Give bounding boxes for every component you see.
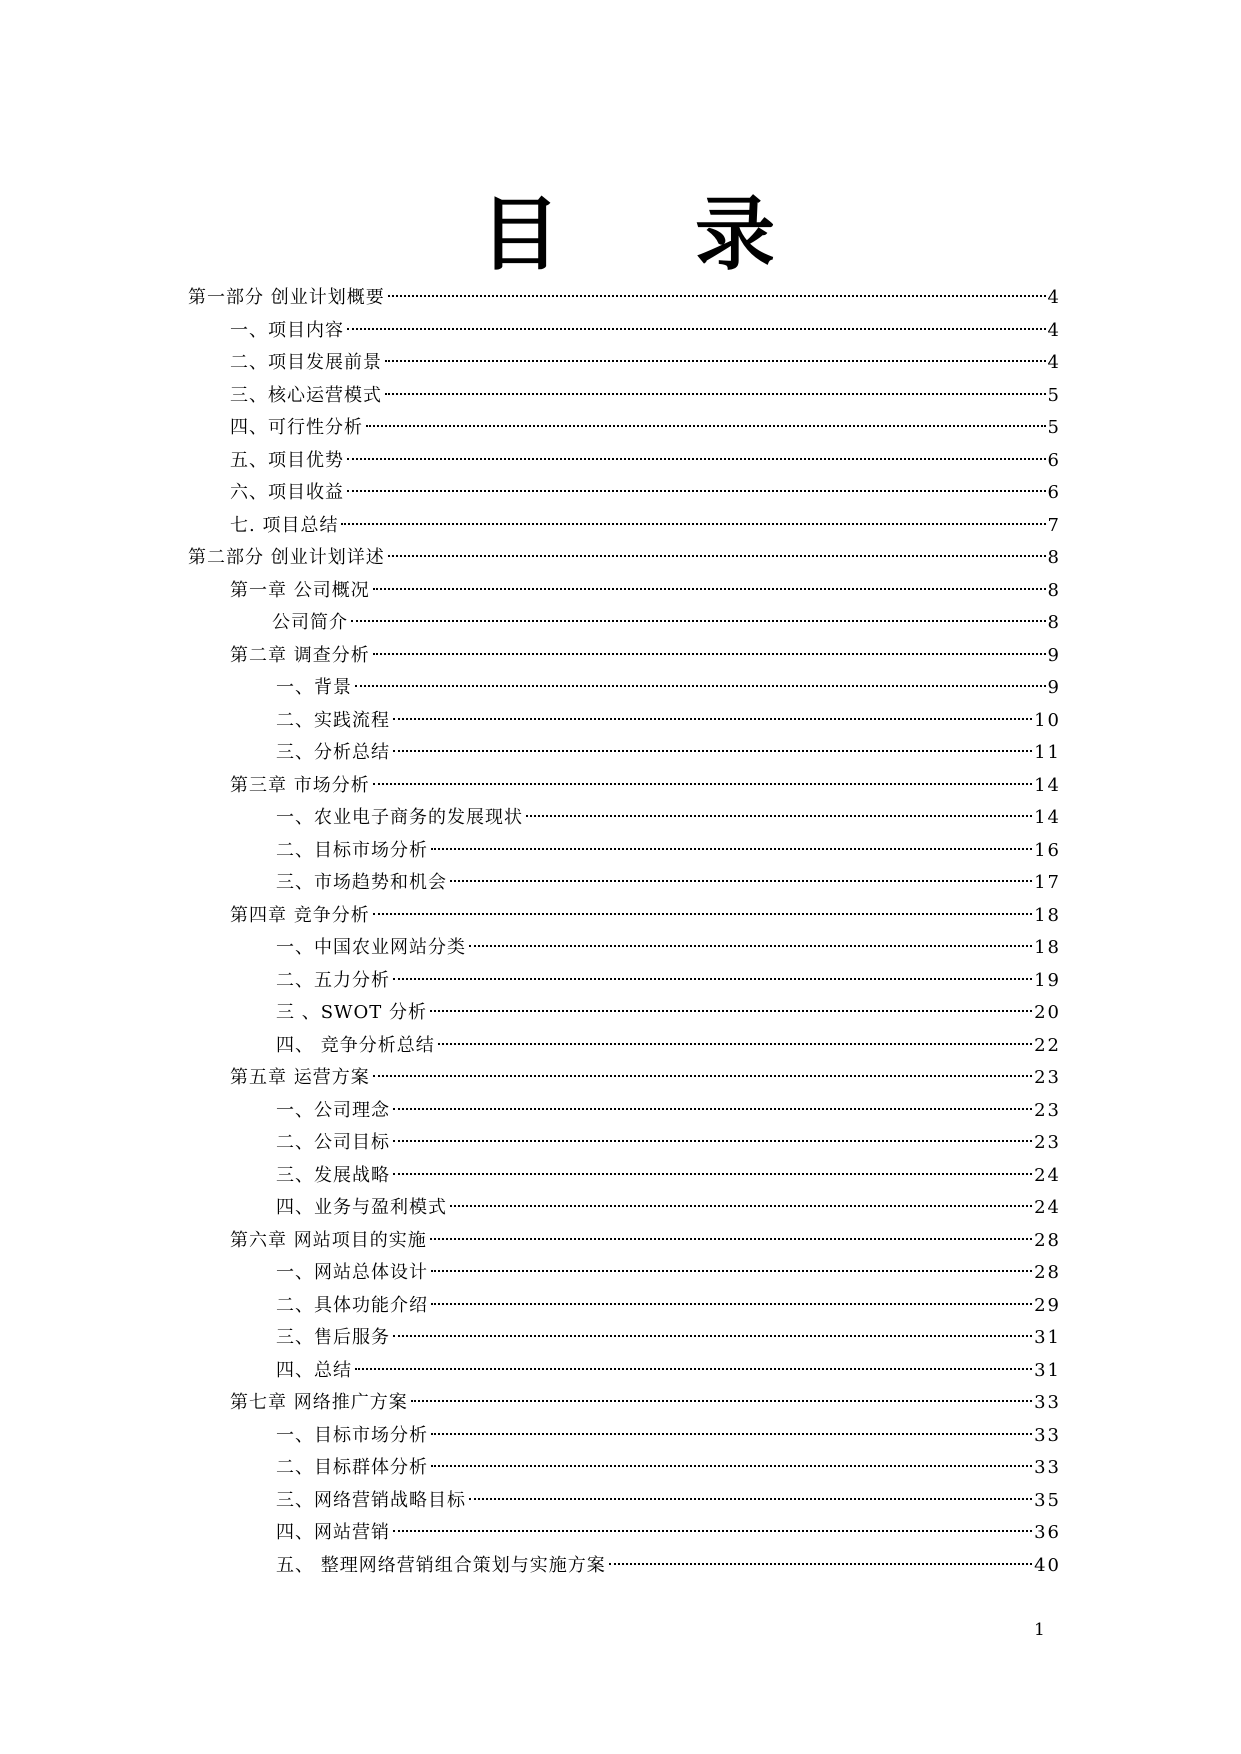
dot-leader xyxy=(373,911,1032,915)
dot-leader xyxy=(469,943,1032,947)
toc-entry-label: 第一部分 创业计划概要 xyxy=(188,287,385,308)
toc-entry-page-number: 14 xyxy=(1034,774,1061,796)
toc-entry-label: 四、网站营销 xyxy=(276,1522,390,1543)
dot-leader xyxy=(450,1203,1032,1207)
toc-entry[interactable] xyxy=(188,1257,1061,1290)
dot-leader xyxy=(385,358,1046,362)
toc-entry-page-number: 9 xyxy=(1047,644,1061,666)
dot-leader xyxy=(347,326,1046,330)
toc-entry[interactable] xyxy=(188,1095,1061,1128)
toc-entry-page-number: 5 xyxy=(1047,384,1061,406)
toc-entry-page-number: 8 xyxy=(1047,547,1061,568)
dot-leader xyxy=(393,1106,1032,1110)
toc-entry-page-number: 8 xyxy=(1047,612,1061,633)
toc-entry-label: 第七章 网络推广方案 xyxy=(230,1392,408,1413)
toc-entry-page-number: 19 xyxy=(1034,969,1061,991)
dot-leader xyxy=(450,878,1032,882)
toc-entry[interactable] xyxy=(188,380,1061,413)
dot-leader xyxy=(469,1496,1032,1500)
toc-entry[interactable] xyxy=(188,932,1061,965)
toc-entry[interactable] xyxy=(188,1452,1061,1485)
dot-leader xyxy=(438,1041,1032,1045)
dot-leader xyxy=(430,1008,1032,1012)
toc-entry[interactable] xyxy=(188,867,1061,900)
toc-entry[interactable] xyxy=(188,542,1061,575)
toc-entry-page-number: 28 xyxy=(1034,1229,1061,1251)
toc-entry-label: 四、业务与盈利模式 xyxy=(276,1197,447,1218)
toc-entry[interactable] xyxy=(188,607,1061,640)
toc-entry-label: 四、 竞争分析总结 xyxy=(276,1034,435,1056)
dot-leader xyxy=(388,293,1046,297)
toc-entry[interactable] xyxy=(188,1387,1061,1420)
dot-leader xyxy=(430,1236,1032,1240)
title-char-1: 目 xyxy=(480,188,560,281)
toc-entry-label: 五、 整理网络营销组合策划与实施方案 xyxy=(276,1554,606,1576)
toc-entry-label: 二、公司目标 xyxy=(276,1132,390,1153)
dot-leader xyxy=(431,846,1032,850)
dot-leader xyxy=(341,521,1045,525)
dot-leader xyxy=(393,1528,1032,1532)
toc-entry-page-number: 6 xyxy=(1047,449,1061,471)
toc-entry-page-number: 16 xyxy=(1034,839,1061,861)
toc-entry-label: 七. 项目总结 xyxy=(230,514,339,536)
toc-entry[interactable] xyxy=(188,672,1061,705)
dot-leader xyxy=(385,391,1046,395)
toc-entry-label: 第二章 调查分析 xyxy=(230,644,370,666)
toc-entry-page-number: 18 xyxy=(1034,904,1061,926)
toc-entry[interactable] xyxy=(188,1290,1061,1323)
dot-leader xyxy=(388,553,1046,557)
toc-entry-page-number: 20 xyxy=(1034,1002,1061,1023)
dot-leader xyxy=(347,488,1046,492)
toc-entry-label: 一、农业电子商务的发展现状 xyxy=(276,807,523,828)
toc-entry-page-number: 40 xyxy=(1034,1554,1061,1576)
toc-entry-label: 第三章 市场分析 xyxy=(230,774,370,796)
toc-entry-page-number: 17 xyxy=(1034,872,1061,893)
dot-leader xyxy=(347,456,1046,460)
dot-leader xyxy=(526,813,1032,817)
dot-leader xyxy=(373,781,1032,785)
toc-entry[interactable] xyxy=(188,1192,1061,1225)
toc-entry-page-number: 22 xyxy=(1034,1034,1061,1056)
toc-entry[interactable] xyxy=(188,640,1061,673)
toc-entry-page-number: 7 xyxy=(1047,514,1061,536)
toc-entry[interactable] xyxy=(188,1160,1061,1193)
toc-entry-page-number: 33 xyxy=(1034,1392,1061,1413)
toc-entry-page-number: 28 xyxy=(1034,1262,1061,1283)
toc-entry[interactable] xyxy=(188,282,1061,315)
toc-entry-label: 五、项目优势 xyxy=(230,449,344,471)
toc-entry[interactable] xyxy=(188,1550,1061,1583)
toc-entry-page-number: 31 xyxy=(1034,1327,1061,1348)
dot-leader xyxy=(373,651,1046,655)
toc-entry[interactable] xyxy=(188,510,1061,543)
toc-entry-label: 四、总结 xyxy=(276,1359,352,1381)
toc-entry-label: 一、网站总体设计 xyxy=(276,1262,428,1283)
toc-entry[interactable] xyxy=(188,347,1061,380)
toc-entry-page-number: 29 xyxy=(1034,1294,1061,1316)
toc-entry-page-number: 23 xyxy=(1034,1099,1061,1121)
toc-entry-label: 一、公司理念 xyxy=(276,1099,390,1121)
toc-entry-label: 一、中国农业网站分类 xyxy=(276,937,466,958)
toc-entry[interactable] xyxy=(188,412,1061,445)
toc-entry[interactable] xyxy=(188,477,1061,510)
toc-entry[interactable] xyxy=(188,997,1061,1030)
dot-leader xyxy=(393,1138,1032,1142)
toc-entry-label: 六、项目收益 xyxy=(230,482,344,503)
toc-entry-page-number: 24 xyxy=(1034,1164,1061,1186)
toc-entry[interactable] xyxy=(188,1030,1061,1063)
table-of-contents xyxy=(188,282,1061,1582)
toc-entry-page-number: 36 xyxy=(1034,1522,1061,1543)
toc-entry-label: 一、目标市场分析 xyxy=(276,1424,428,1446)
dot-leader xyxy=(355,1366,1032,1370)
toc-entry-page-number: 6 xyxy=(1047,482,1061,503)
toc-entry[interactable] xyxy=(188,900,1061,933)
toc-entry[interactable] xyxy=(188,705,1061,738)
toc-entry-label: 第五章 运营方案 xyxy=(230,1067,370,1088)
toc-entry-label: 二、五力分析 xyxy=(276,969,390,991)
dot-leader xyxy=(393,976,1032,980)
toc-entry-label: 三、售后服务 xyxy=(276,1327,390,1348)
toc-entry-page-number: 11 xyxy=(1034,742,1061,763)
toc-entry-page-number: 14 xyxy=(1034,807,1061,828)
toc-entry[interactable] xyxy=(188,1062,1061,1095)
toc-entry-label: 二、实践流程 xyxy=(276,709,390,731)
toc-entry-label: 第二部分 创业计划详述 xyxy=(188,547,385,568)
toc-entry-label: 二、目标群体分析 xyxy=(276,1457,428,1478)
toc-entry-page-number: 23 xyxy=(1034,1067,1061,1088)
dot-leader xyxy=(609,1561,1032,1565)
toc-entry[interactable] xyxy=(188,445,1061,478)
dot-leader xyxy=(355,683,1046,687)
toc-entry-label: 第一章 公司概况 xyxy=(230,579,370,601)
toc-entry-page-number: 31 xyxy=(1034,1359,1061,1381)
toc-entry-page-number: 35 xyxy=(1034,1489,1061,1511)
toc-entry-page-number: 5 xyxy=(1047,417,1061,438)
toc-entry[interactable] xyxy=(188,770,1061,803)
toc-entry[interactable] xyxy=(188,802,1061,835)
dot-leader xyxy=(431,1268,1032,1272)
toc-entry-label: 三、分析总结 xyxy=(276,742,390,763)
dot-leader xyxy=(351,618,1046,622)
toc-entry[interactable] xyxy=(188,737,1061,770)
toc-entry-page-number: 18 xyxy=(1034,937,1061,958)
toc-entry-page-number: 24 xyxy=(1034,1197,1061,1218)
dot-leader xyxy=(411,1398,1032,1402)
toc-entry[interactable] xyxy=(188,575,1061,608)
page-title xyxy=(0,185,1241,285)
toc-entry-page-number: 23 xyxy=(1034,1132,1061,1153)
toc-entry-label: 三、发展战略 xyxy=(276,1164,390,1186)
toc-entry-label: 第四章 竞争分析 xyxy=(230,904,370,926)
toc-entry-label: 三、核心运营模式 xyxy=(230,384,382,406)
dot-leader xyxy=(431,1301,1032,1305)
toc-entry-label: 一、项目内容 xyxy=(230,319,344,341)
title-char-2: 录 xyxy=(695,188,775,281)
toc-entry[interactable] xyxy=(188,1355,1061,1388)
dot-leader xyxy=(366,423,1046,427)
toc-entry-label: 三、网络营销战略目标 xyxy=(276,1489,466,1511)
toc-entry[interactable] xyxy=(188,1420,1061,1453)
toc-entry[interactable] xyxy=(188,965,1061,998)
dot-leader xyxy=(393,716,1032,720)
toc-entry-label: 二、具体功能介绍 xyxy=(276,1294,428,1316)
dot-leader xyxy=(373,586,1046,590)
toc-entry[interactable] xyxy=(188,1485,1061,1518)
page-number: 1 xyxy=(1034,1620,1045,1640)
toc-entry-page-number: 33 xyxy=(1034,1424,1061,1446)
toc-entry[interactable] xyxy=(188,1322,1061,1355)
toc-entry[interactable] xyxy=(188,315,1061,348)
toc-entry[interactable] xyxy=(188,1127,1061,1160)
toc-entry-label: 公司简介 xyxy=(272,612,348,633)
toc-entry-label: 三 、SWOT 分析 xyxy=(276,1002,428,1023)
toc-entry-page-number: 4 xyxy=(1047,319,1061,341)
toc-entry-label: 三、市场趋势和机会 xyxy=(276,872,447,893)
toc-entry[interactable] xyxy=(188,1225,1061,1258)
toc-entry-label: 四、可行性分析 xyxy=(230,417,363,438)
toc-entry-label: 二、目标市场分析 xyxy=(276,839,428,861)
dot-leader xyxy=(431,1463,1032,1467)
toc-entry-page-number: 8 xyxy=(1047,579,1061,601)
dot-leader xyxy=(431,1431,1032,1435)
dot-leader xyxy=(393,748,1032,752)
toc-entry-page-number: 9 xyxy=(1047,677,1061,698)
toc-entry[interactable] xyxy=(188,835,1061,868)
toc-entry-page-number: 4 xyxy=(1047,352,1061,373)
toc-entry-page-number: 4 xyxy=(1047,287,1061,308)
toc-entry-page-number: 10 xyxy=(1034,709,1061,731)
toc-entry-label: 第六章 网站项目的实施 xyxy=(230,1229,427,1251)
dot-leader xyxy=(393,1171,1032,1175)
dot-leader xyxy=(393,1333,1032,1337)
dot-leader xyxy=(373,1073,1032,1077)
toc-entry-label: 一、背景 xyxy=(276,677,352,698)
toc-entry[interactable] xyxy=(188,1517,1061,1550)
toc-entry-page-number: 33 xyxy=(1034,1457,1061,1478)
toc-entry-label: 二、项目发展前景 xyxy=(230,352,382,373)
